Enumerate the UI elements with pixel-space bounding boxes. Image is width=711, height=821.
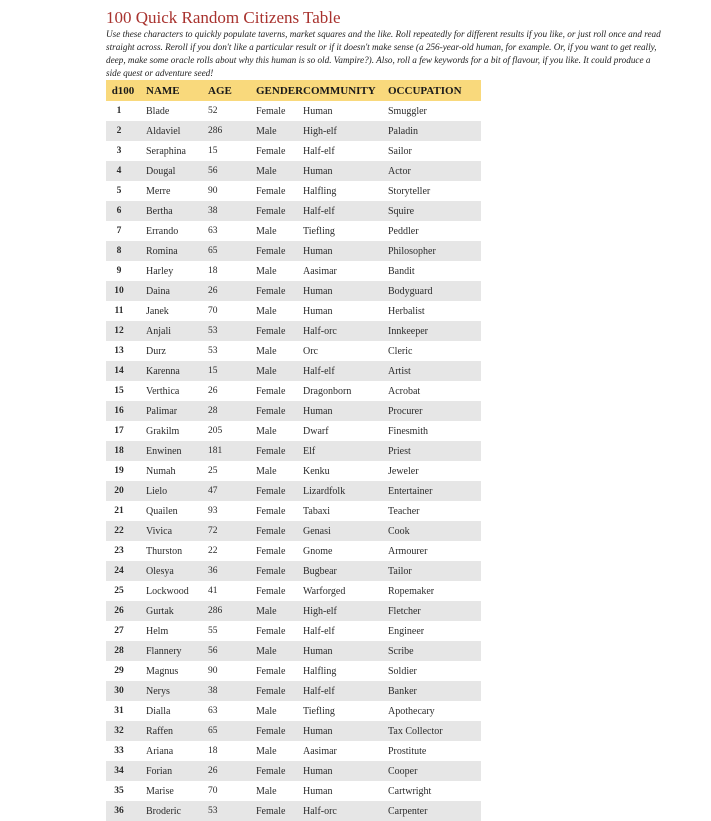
cell-name: Harley xyxy=(146,265,174,277)
cell-occupation: Cook xyxy=(388,521,481,541)
cell-occupation: Cleric xyxy=(388,345,413,357)
cell-name: Daina xyxy=(140,281,206,301)
cell-name: Lockwood xyxy=(146,585,189,597)
cell-roll: 20 xyxy=(106,481,140,501)
header-community: COMMUNITY xyxy=(303,80,388,101)
cell-occupation: Innkeeper xyxy=(388,321,481,341)
cell-community: Human xyxy=(303,105,333,117)
cell-name: Grakilm xyxy=(146,425,180,437)
cell-occupation: Cooper xyxy=(388,761,481,781)
cell-roll: 11 xyxy=(114,306,124,316)
cell-age: 205 xyxy=(208,426,223,436)
cell-roll: 25 xyxy=(114,586,124,596)
cell-community: Dwarf xyxy=(303,425,329,437)
cell-name: Quailen xyxy=(146,505,178,517)
header-name: NAME xyxy=(140,80,206,101)
table-row xyxy=(106,761,481,781)
cell-roll: 4 xyxy=(106,161,140,181)
cell-name: Raffen xyxy=(140,721,206,741)
cell-gender: Male xyxy=(256,121,303,141)
cell-roll: 24 xyxy=(106,561,140,581)
header-occupation: OCCUPATION xyxy=(388,80,481,101)
cell-age: 70 xyxy=(208,786,218,796)
table-row xyxy=(106,201,481,221)
cell-age: 53 xyxy=(206,801,256,821)
cell-age: 26 xyxy=(208,386,218,396)
cell-occupation: Artist xyxy=(388,361,481,381)
table-row xyxy=(106,621,481,641)
cell-community: Halfling xyxy=(303,665,337,677)
cell-age: 36 xyxy=(206,561,256,581)
cell-occupation: Engineer xyxy=(388,625,425,637)
cell-age: 53 xyxy=(208,346,218,356)
cell-roll: 10 xyxy=(106,281,140,301)
cell-roll: 34 xyxy=(106,761,140,781)
cell-age: 28 xyxy=(206,401,256,421)
header-d100: d100 xyxy=(106,80,140,101)
header-age: AGE xyxy=(206,80,256,101)
cell-community: Tiefling xyxy=(303,705,335,717)
cell-roll: 30 xyxy=(106,681,140,701)
cell-community: Human xyxy=(303,761,388,781)
table-row xyxy=(106,341,481,361)
cell-gender: Female xyxy=(256,761,303,781)
cell-age: 63 xyxy=(208,706,218,716)
cell-community: Lizardfolk xyxy=(303,481,388,501)
table-row xyxy=(106,141,481,161)
cell-name: Olesya xyxy=(140,561,206,581)
cell-community: Human xyxy=(303,641,388,661)
cell-roll: 32 xyxy=(106,721,140,741)
cell-roll: 14 xyxy=(106,361,140,381)
cell-gender: Male xyxy=(256,785,277,797)
cell-gender: Female xyxy=(256,441,303,461)
cell-gender: Female xyxy=(256,665,286,677)
cell-occupation: Prostitute xyxy=(388,745,427,757)
cell-age: 25 xyxy=(208,466,218,476)
table-row xyxy=(106,461,481,481)
cell-name: Aldaviel xyxy=(140,121,206,141)
cell-gender: Female xyxy=(256,585,286,597)
cell-roll: 15 xyxy=(114,386,124,396)
table-row xyxy=(106,301,481,321)
cell-gender: Male xyxy=(256,745,277,757)
table-row xyxy=(106,581,481,601)
cell-roll: 13 xyxy=(114,346,124,356)
cell-roll: 28 xyxy=(106,641,140,661)
cell-age: 70 xyxy=(208,306,218,316)
table-row xyxy=(106,781,481,801)
cell-occupation: Carpenter xyxy=(388,801,481,821)
cell-gender: Male xyxy=(256,705,277,717)
cell-occupation: Bodyguard xyxy=(388,281,481,301)
table-row xyxy=(106,561,481,581)
cell-gender: Male xyxy=(256,225,277,237)
cell-occupation: Jeweler xyxy=(388,465,419,477)
cell-gender: Female xyxy=(256,185,286,197)
cell-roll: 5 xyxy=(116,186,122,196)
table-row xyxy=(106,361,481,381)
cell-community: Aasimar xyxy=(303,745,337,757)
cell-roll: 19 xyxy=(114,466,124,476)
cell-occupation: Banker xyxy=(388,681,481,701)
cell-roll: 7 xyxy=(116,226,122,236)
cell-community: Elf xyxy=(303,441,388,461)
cell-roll: 21 xyxy=(114,506,124,516)
cell-gender: Female xyxy=(256,241,303,261)
cell-age: 18 xyxy=(208,266,218,276)
cell-name: Blade xyxy=(146,105,170,117)
cell-age: 90 xyxy=(208,186,218,196)
cell-name: Merre xyxy=(146,185,171,197)
table-row xyxy=(106,701,481,721)
cell-gender: Female xyxy=(256,281,303,301)
table-row xyxy=(106,101,481,121)
cell-name: Bertha xyxy=(140,201,206,221)
cell-community: Half-elf xyxy=(303,201,388,221)
cell-gender: Male xyxy=(256,601,303,621)
cell-roll: 12 xyxy=(106,321,140,341)
cell-occupation: Bandit xyxy=(388,265,415,277)
cell-age: 72 xyxy=(206,521,256,541)
cell-occupation: Armourer xyxy=(388,545,428,557)
cell-gender: Female xyxy=(256,801,303,821)
cell-occupation: Peddler xyxy=(388,225,419,237)
cell-occupation: Smuggler xyxy=(388,105,427,117)
cell-gender: Female xyxy=(256,561,303,581)
cell-community: Human xyxy=(303,161,388,181)
cell-name: Dougal xyxy=(140,161,206,181)
cell-name: Nerys xyxy=(140,681,206,701)
cell-community: Genasi xyxy=(303,521,388,541)
cell-gender: Female xyxy=(256,625,286,637)
cell-occupation: Procurer xyxy=(388,401,481,421)
cell-gender: Male xyxy=(256,361,303,381)
cell-roll: 35 xyxy=(114,786,124,796)
table-row xyxy=(106,721,481,741)
cell-community: Half-elf xyxy=(303,145,335,157)
cell-gender: Male xyxy=(256,345,277,357)
cell-community: Human xyxy=(303,281,388,301)
cell-roll: 22 xyxy=(106,521,140,541)
cell-roll: 29 xyxy=(114,666,124,676)
cell-age: 63 xyxy=(208,226,218,236)
table-row xyxy=(106,641,481,661)
cell-gender: Female xyxy=(256,105,286,117)
cell-gender: Female xyxy=(256,721,303,741)
citizens-table xyxy=(106,80,481,821)
cell-community: Half-elf xyxy=(303,625,335,637)
cell-community: Human xyxy=(303,721,388,741)
cell-occupation: Actor xyxy=(388,161,481,181)
cell-age: 90 xyxy=(208,666,218,676)
intro-paragraph: Use these characters to quickly populate taverns, market squares and the like. Roll repeatedly for different results if you like, or just roll once and read straight across. Reroll if you don't like a particular result or if it doesn't make sense (a 256-year-old human, for example. Or, if you want to get really, deep, make some oracle rolls about why this human is so old. Vampire?). Also, roll a few keywords for a bit of flavour, if you like. It could produce a side quest or adventure seed! xyxy=(106,29,661,79)
cell-roll: 33 xyxy=(114,746,124,756)
cell-age: 56 xyxy=(206,161,256,181)
cell-age: 181 xyxy=(206,441,256,461)
cell-occupation: Tax Collector xyxy=(388,721,481,741)
table-row xyxy=(106,661,481,681)
cell-occupation: Teacher xyxy=(388,505,420,517)
cell-name: Errando xyxy=(146,225,179,237)
cell-name: Magnus xyxy=(146,665,179,677)
table-row xyxy=(106,501,481,521)
cell-age: 286 xyxy=(206,601,256,621)
cell-gender: Female xyxy=(256,521,303,541)
cell-roll: 8 xyxy=(106,241,140,261)
table-row xyxy=(106,801,481,821)
cell-occupation: Storyteller xyxy=(388,185,431,197)
cell-occupation: Tailor xyxy=(388,561,481,581)
cell-name: Thurston xyxy=(146,545,183,557)
cell-roll: 9 xyxy=(116,266,122,276)
cell-occupation: Finesmith xyxy=(388,425,429,437)
cell-name: Marise xyxy=(146,785,174,797)
cell-age: 52 xyxy=(208,106,218,116)
cell-name: Seraphina xyxy=(146,145,186,157)
cell-occupation: Paladin xyxy=(388,121,481,141)
cell-gender: Male xyxy=(256,305,277,317)
cell-age: 26 xyxy=(206,281,256,301)
cell-name: Lielo xyxy=(140,481,206,501)
table-row xyxy=(106,261,481,281)
cell-name: Karenna xyxy=(140,361,206,381)
table-row xyxy=(106,321,481,341)
table-row xyxy=(106,221,481,241)
cell-community: Human xyxy=(303,401,388,421)
cell-age: 15 xyxy=(208,146,218,156)
cell-name: Ariana xyxy=(146,745,174,757)
cell-name: Helm xyxy=(146,625,169,637)
cell-name: Gurtak xyxy=(140,601,206,621)
cell-roll: 3 xyxy=(116,146,122,156)
cell-community: Human xyxy=(303,305,333,317)
table-row xyxy=(106,121,481,141)
cell-occupation: Soldier xyxy=(388,665,417,677)
cell-age: 38 xyxy=(206,201,256,221)
cell-community: Tabaxi xyxy=(303,505,331,517)
cell-community: Half-orc xyxy=(303,321,388,341)
cell-age: 18 xyxy=(208,746,218,756)
cell-name: Flannery xyxy=(140,641,206,661)
cell-community: Half-elf xyxy=(303,361,388,381)
cell-age: 56 xyxy=(206,641,256,661)
cell-community: High-elf xyxy=(303,601,388,621)
cell-community: Kenku xyxy=(303,465,330,477)
table-row xyxy=(106,281,481,301)
cell-roll: 27 xyxy=(114,626,124,636)
cell-age: 286 xyxy=(206,121,256,141)
cell-occupation: Apothecary xyxy=(388,705,435,717)
cell-community: Half-elf xyxy=(303,681,388,701)
cell-roll: 23 xyxy=(114,546,124,556)
cell-gender: Female xyxy=(256,545,286,557)
cell-occupation: Entertainer xyxy=(388,481,481,501)
cell-name: Forian xyxy=(140,761,206,781)
cell-community: Human xyxy=(303,241,388,261)
table-row xyxy=(106,441,481,461)
cell-occupation: Priest xyxy=(388,441,481,461)
cell-age: 93 xyxy=(208,506,218,516)
cell-occupation: Scribe xyxy=(388,641,481,661)
cell-name: Palimar xyxy=(140,401,206,421)
cell-name: Enwinen xyxy=(140,441,206,461)
cell-name: Janek xyxy=(146,305,169,317)
cell-roll: 26 xyxy=(106,601,140,621)
cell-gender: Male xyxy=(256,161,303,181)
cell-occupation: Sailor xyxy=(388,145,412,157)
cell-name: Dialla xyxy=(146,705,171,717)
cell-roll: 16 xyxy=(106,401,140,421)
cell-name: Numah xyxy=(146,465,176,477)
cell-age: 15 xyxy=(206,361,256,381)
header-gender: GENDER xyxy=(256,80,303,101)
table-header-row xyxy=(106,80,481,101)
table-row xyxy=(106,161,481,181)
table-row xyxy=(106,681,481,701)
cell-community: High-elf xyxy=(303,121,388,141)
cell-gender: Male xyxy=(256,641,303,661)
cell-name: Anjali xyxy=(140,321,206,341)
cell-roll: 31 xyxy=(114,706,124,716)
cell-community: Warforged xyxy=(303,585,346,597)
cell-age: 65 xyxy=(206,721,256,741)
cell-occupation: Philosopher xyxy=(388,241,481,261)
cell-age: 65 xyxy=(206,241,256,261)
cell-roll: 36 xyxy=(106,801,140,821)
table-row xyxy=(106,241,481,261)
cell-age: 47 xyxy=(206,481,256,501)
cell-gender: Female xyxy=(256,321,303,341)
cell-gender: Female xyxy=(256,505,286,517)
cell-roll: 18 xyxy=(106,441,140,461)
table-row xyxy=(106,481,481,501)
cell-gender: Male xyxy=(256,425,277,437)
cell-roll: 1 xyxy=(116,106,122,116)
cell-occupation: Ropemaker xyxy=(388,585,435,597)
cell-gender: Female xyxy=(256,145,286,157)
cell-age: 38 xyxy=(206,681,256,701)
cell-community: Half-orc xyxy=(303,801,388,821)
cell-occupation: Cartwright xyxy=(388,785,432,797)
cell-community: Dragonborn xyxy=(303,385,352,397)
cell-age: 26 xyxy=(206,761,256,781)
cell-roll: 2 xyxy=(106,121,140,141)
cell-gender: Female xyxy=(256,681,303,701)
cell-age: 41 xyxy=(208,586,218,596)
cell-gender: Female xyxy=(256,401,303,421)
cell-name: Romina xyxy=(140,241,206,261)
table-row xyxy=(106,181,481,201)
cell-community: Human xyxy=(303,785,333,797)
table-row xyxy=(106,421,481,441)
cell-name: Verthica xyxy=(146,385,180,397)
table-row xyxy=(106,541,481,561)
table-row xyxy=(106,521,481,541)
cell-name: Broderic xyxy=(140,801,206,821)
cell-age: 55 xyxy=(208,626,218,636)
table-row xyxy=(106,401,481,421)
cell-community: Halfling xyxy=(303,185,337,197)
table-row xyxy=(106,381,481,401)
cell-roll: 17 xyxy=(114,426,124,436)
cell-gender: Female xyxy=(256,385,286,397)
table-row xyxy=(106,741,481,761)
cell-gender: Female xyxy=(256,481,303,501)
cell-community: Bugbear xyxy=(303,561,388,581)
cell-community: Orc xyxy=(303,345,318,357)
cell-gender: Male xyxy=(256,465,277,477)
cell-name: Vivica xyxy=(140,521,206,541)
cell-occupation: Fletcher xyxy=(388,601,481,621)
cell-community: Gnome xyxy=(303,545,333,557)
page-title: 100 Quick Random Citizens Table xyxy=(106,8,341,27)
cell-occupation: Acrobat xyxy=(388,385,421,397)
cell-community: Aasimar xyxy=(303,265,337,277)
cell-age: 22 xyxy=(208,546,218,556)
cell-gender: Female xyxy=(256,201,303,221)
cell-community: Tiefling xyxy=(303,225,335,237)
cell-gender: Male xyxy=(256,265,277,277)
table-body xyxy=(106,101,481,821)
cell-occupation: Herbalist xyxy=(388,305,425,317)
cell-age: 53 xyxy=(206,321,256,341)
cell-occupation: Squire xyxy=(388,201,481,221)
table-row xyxy=(106,601,481,621)
cell-name: Durz xyxy=(146,345,166,357)
cell-roll: 6 xyxy=(106,201,140,221)
